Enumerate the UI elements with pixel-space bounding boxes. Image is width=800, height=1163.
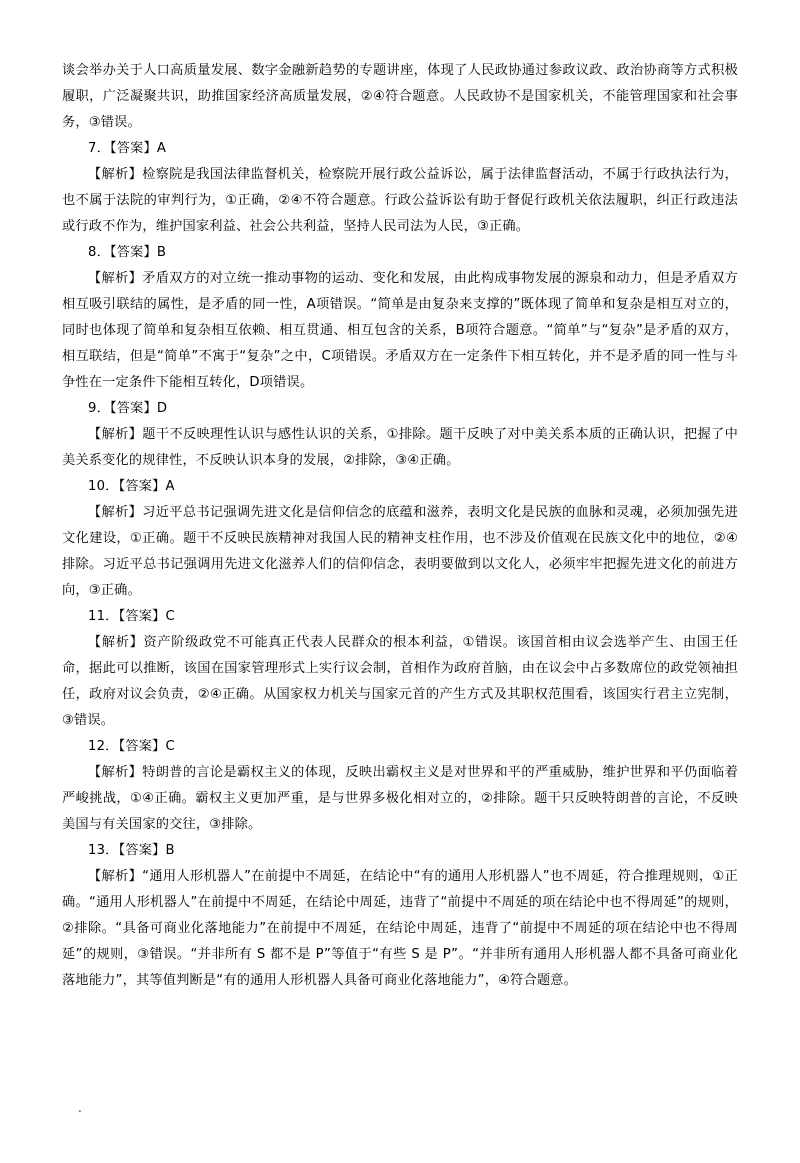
explanation-8: 【解析】矛盾双方的对立统一推动事物的运动、变化和发展，由此构成事物发展的源泉和动力，但是矛盾双方相互吸引联结的属性，是矛盾的同一性，A项错误。“简单是由复杂来支撑的”既体现了简单和复杂是相互对立的，同时也体现了简单和复杂相互依赖、相互贯通、相互包含的关系，B项符合题意。“简单”与“复杂”是矛盾的双方，相互联结，但是“简单”不寓于“复杂”之中，C项错误。矛盾双方在一定条件下相互转化，并不是矛盾的同一性与斗争性在一定条件下能相互转化，D项错误。	[62, 271, 738, 390]
paragraph-continuation: 谈会举办关于人口高质量发展、数字金融新趋势的专题讲座，体现了人民政协通过参政议政、政治协商等方式积极履职，广泛凝聚共识，助推国家经济高质量发展，②④符合题意。人民政协不是国家机关，不能管理国家和社会事务，③错误。	[62, 63, 738, 130]
answer-line-11: 11．【答案】C	[88, 609, 175, 624]
answer-line-13: 13．【答案】B	[88, 843, 175, 858]
explanation-12: 【解析】特朗普的言论是霸权主义的体现，反映出霸权主义是对世界和平的严重威胁，维护世界和平仍面临着严峻挑战，①④正确。霸权主义更加严重，是与世界多极化相对立的，②排除。题干只反映特朗普的言论，不反映美国与有关国家的交往，③排除。	[62, 765, 738, 832]
explanation-11: 【解析】资产阶级政党不可能真正代表人民群众的根本利益，①错误。该国首相由议会选举产生、由国王任命，据此可以推断，该国在国家管理形式上实行议会制，首相作为政府首脑，由在议会中占多数席位的政党领袖担任，政府对议会负责，②④正确。从国家权力机关与国家元首的产生方式及其职权范围看，该国实行君主立宪制，③错误。	[62, 635, 738, 728]
answer-line-12: 12．【答案】C	[88, 739, 175, 754]
footer-mark: .	[78, 1101, 82, 1115]
answer-line-9: 9．【答案】D	[88, 401, 168, 416]
explanation-13: 【解析】“通用人形机器人”在前提中不周延，在结论中“有的通用人形机器人”也不周延，符合推理规则，①正确。“通用人形机器人”在前提中不周延，在结论中周延，违背了“前提中不周延的项在结论中也不得周延”的规则，②排除。“具备可商业化落地能力”在前提中不周延，在结论中周延，违背了“前提中不周延的项在结论中也不得周延”的规则，③错误。“并非所有 S 都不是 P”等值于“有些 S 是 P”。“并非所有通用人形机器人都不具备可商业化落地能力”，其等值判断是“有的通用人形机器人具备可商业化落地能力”，④符合题意。	[62, 869, 738, 988]
explanation-9: 【解析】题干不反映理性认识与感性认识的关系，①排除。题干反映了对中美关系本质的正确认识，把握了中美关系变化的规律性，不反映认识本身的发展，②排除，③④正确。	[62, 427, 738, 468]
answer-line-7: 7．【答案】A	[88, 141, 167, 156]
answer-line-10: 10．【答案】A	[88, 479, 175, 494]
explanation-7: 【解析】检察院是我国法律监督机关，检察院开展行政公益诉讼，属于法律监督活动，不属于行政执法行为，也不属于法院的审判行为，①正确，②④不符合题意。行政公益诉讼有助于督促行政机关依法履职，纠正行政违法或行政不作为，维护国家利益、社会公共利益，坚持人民司法为人民，③正确。	[62, 167, 738, 234]
answer-line-8: 8．【答案】B	[88, 245, 167, 260]
explanation-10: 【解析】习近平总书记强调先进文化是信仰信念的底蕴和滋养，表明文化是民族的血脉和灵魂，必须加强先进文化建设，①正确。题干不反映民族精神对我国人民的精神支柱作用，也不涉及价值观在民族文化中的地位，②④排除。习近平总书记强调用先进文化滋养人们的信仰信念，表明要做到以文化人，必须牢牢把握先进文化的前进方向，③正确。	[62, 505, 738, 598]
